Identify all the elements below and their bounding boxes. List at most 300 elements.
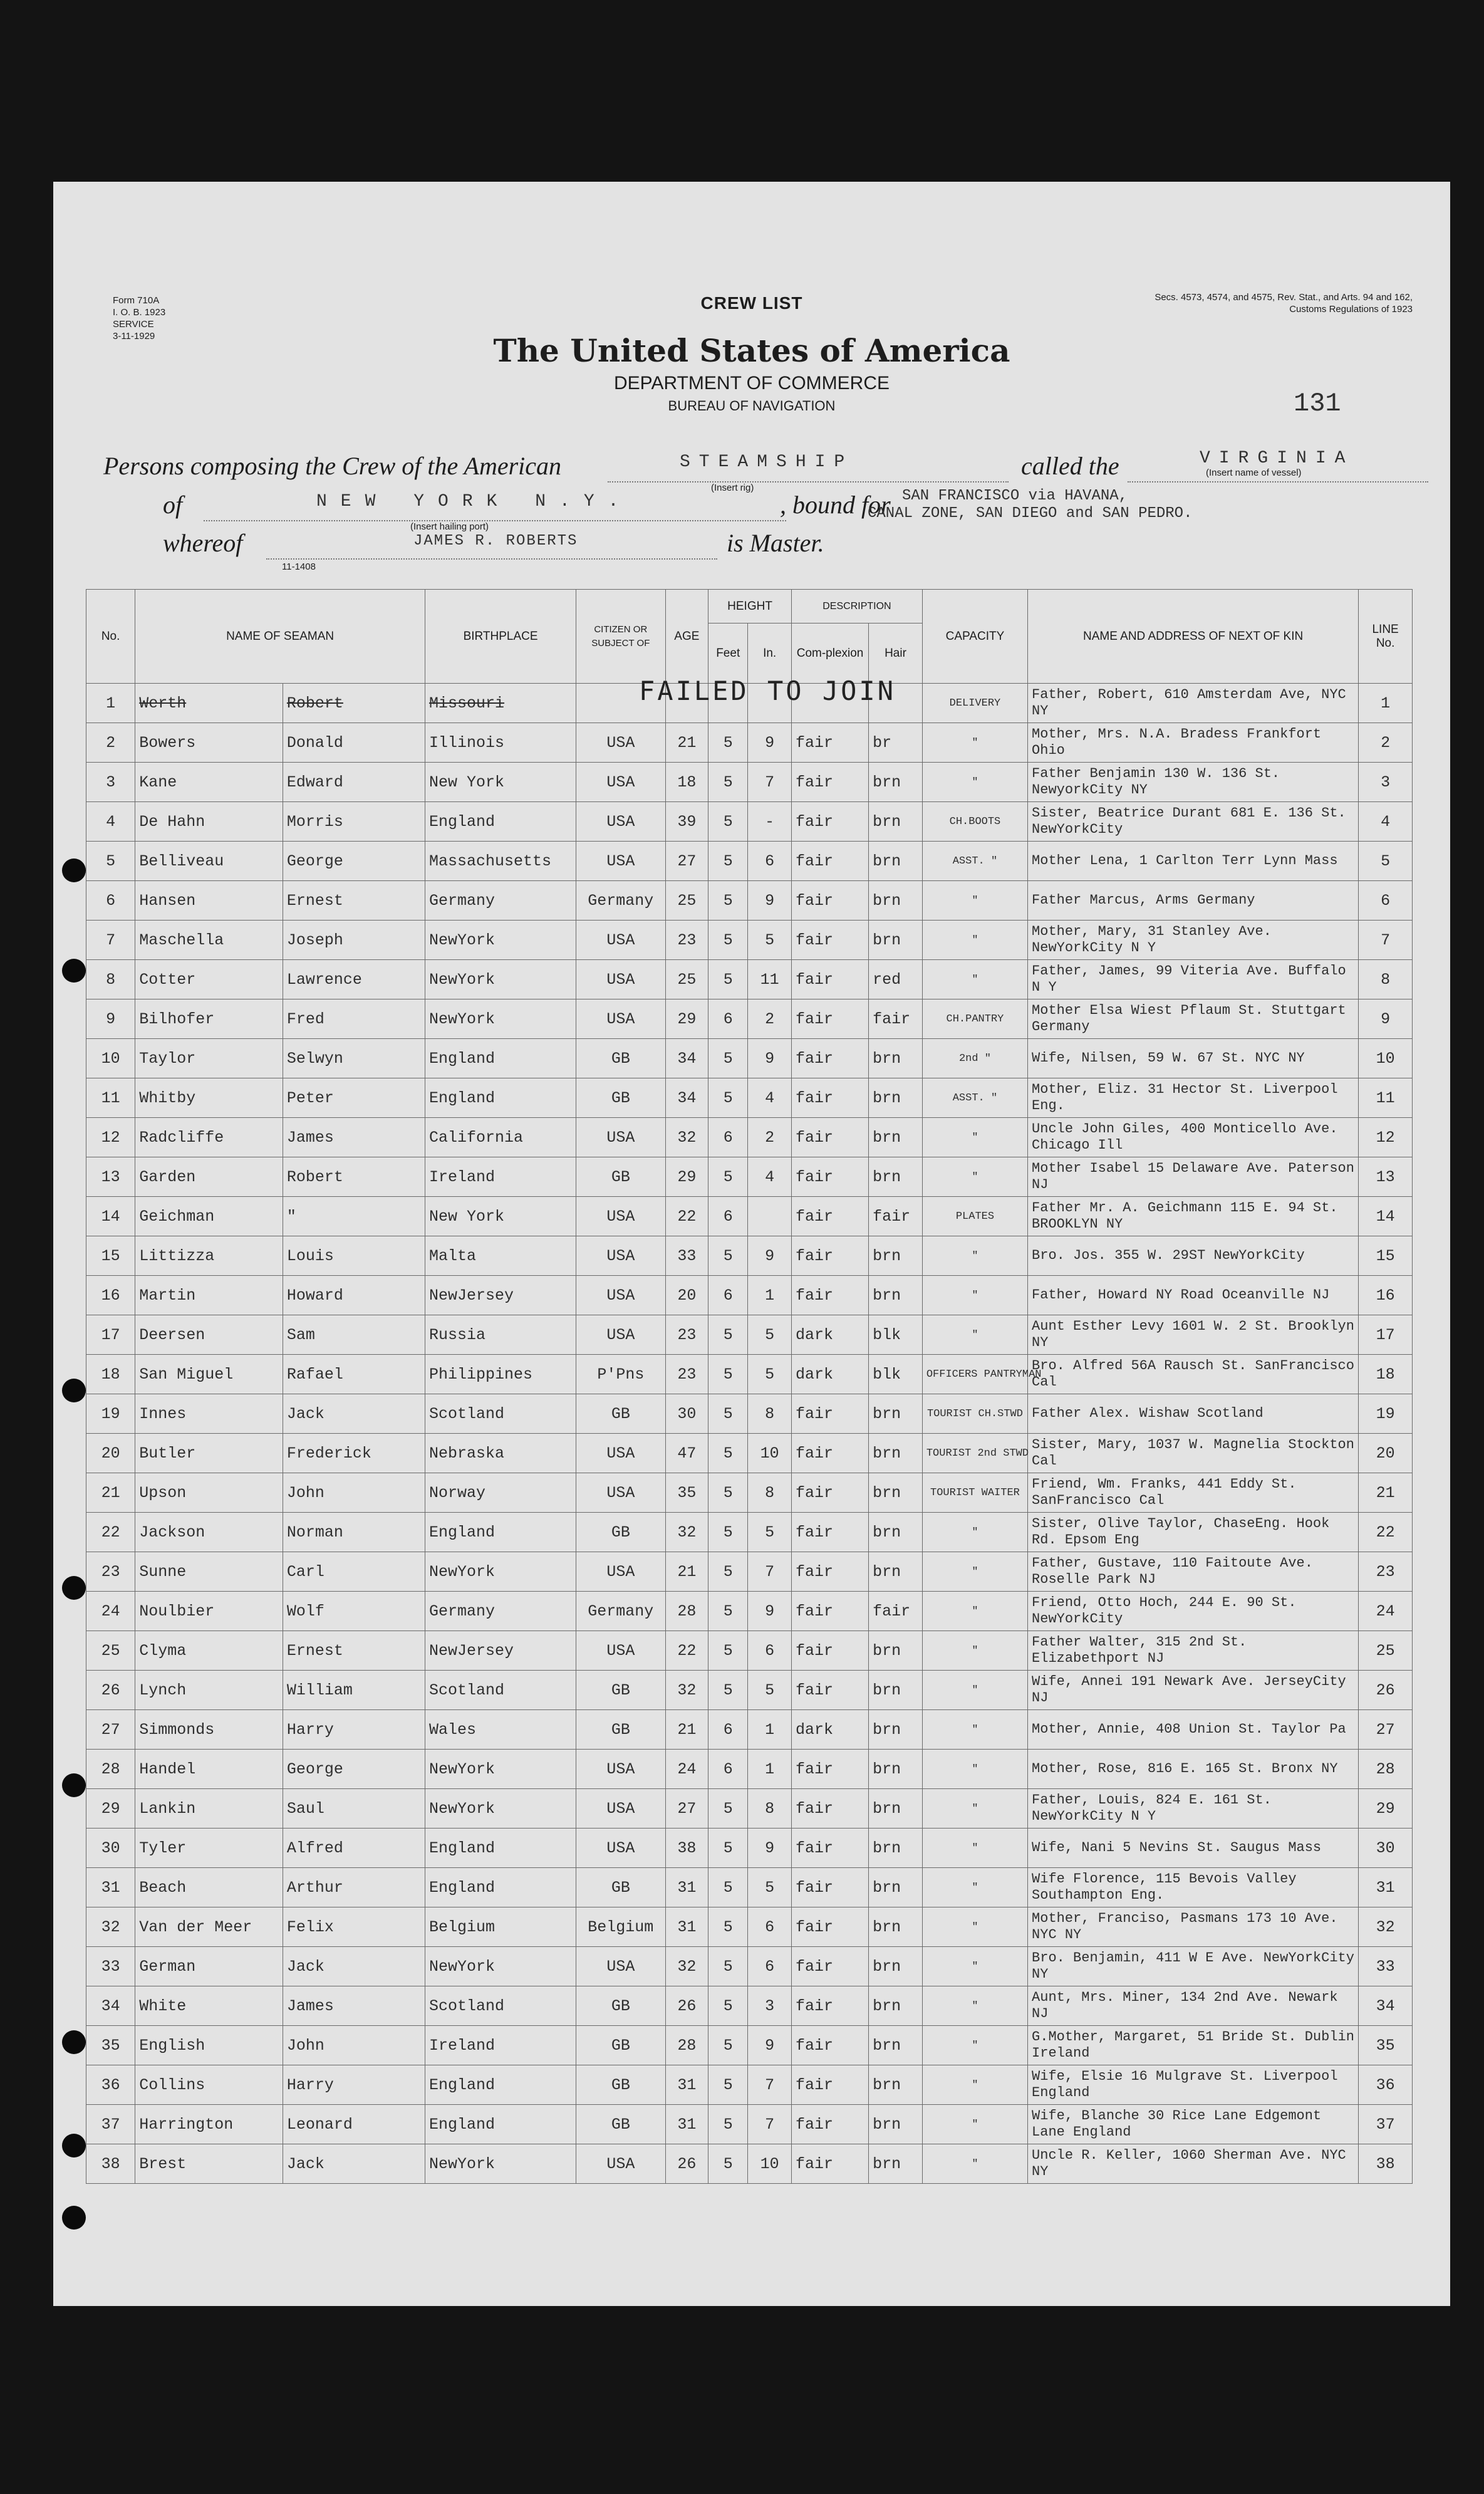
birthplace: England — [425, 1078, 576, 1118]
line-number: 34 — [1359, 1986, 1413, 2026]
seaman-surname: Harrington — [135, 2105, 283, 2144]
next-of-kin: Aunt Esther Levy 1601 W. 2 St. Brooklyn NY — [1028, 1315, 1359, 1355]
seaman-surname: Innes — [135, 1394, 283, 1434]
height-inches: 10 — [748, 1434, 792, 1473]
complexion: dark — [791, 1315, 868, 1355]
complexion: fair — [791, 1829, 868, 1868]
rig-hint: (Insert rig) — [711, 483, 754, 493]
hailing-port-hint: (Insert hailing port) — [410, 521, 489, 532]
complexion: fair — [791, 1631, 868, 1671]
height-feet: 5 — [708, 921, 748, 960]
next-of-kin: Friend, Otto Hoch, 244 E. 90 St. NewYorkCity — [1028, 1592, 1359, 1631]
birthplace: Ireland — [425, 1157, 576, 1197]
birthplace: England — [425, 1868, 576, 1907]
seaman-surname: Martin — [135, 1276, 283, 1315]
row-number: 31 — [86, 1868, 135, 1907]
hair: red — [869, 960, 923, 999]
seaman-surname: Littizza — [135, 1236, 283, 1276]
citizenship: GB — [576, 1078, 665, 1118]
row-number: 10 — [86, 1039, 135, 1078]
height-feet: 5 — [708, 1473, 748, 1513]
hair: br — [869, 723, 923, 763]
birthplace: NewJersey — [425, 1276, 576, 1315]
row-number: 21 — [86, 1473, 135, 1513]
height-inches: 1 — [748, 1276, 792, 1315]
seaman-given-name: Louis — [283, 1236, 425, 1276]
seaman-given-name: Ernest — [283, 1631, 425, 1671]
seaman-surname: Bowers — [135, 723, 283, 763]
age: 23 — [665, 1355, 708, 1394]
row-number: 24 — [86, 1592, 135, 1631]
age: 39 — [665, 802, 708, 842]
seaman-given-name: Arthur — [283, 1868, 425, 1907]
complexion: fair — [791, 1513, 868, 1552]
age: 21 — [665, 1552, 708, 1592]
next-of-kin: Bro. Benjamin, 411 W E Ave. NewYorkCity NY — [1028, 1947, 1359, 1986]
height-inches: 9 — [748, 1039, 792, 1078]
line-number: 22 — [1359, 1513, 1413, 1552]
birthplace: NewYork — [425, 1947, 576, 1986]
hair: brn — [869, 842, 923, 881]
statute-reference: Secs. 4573, 4574, and 4575, Rev. Stat., and Arts. 94 and 162, Customs Regulations of 1923 — [1155, 292, 1413, 315]
height-feet: 5 — [708, 842, 748, 881]
hair: brn — [869, 1710, 923, 1750]
complexion: fair — [791, 1197, 868, 1236]
complexion: fair — [791, 1789, 868, 1829]
height-inches: 9 — [748, 1592, 792, 1631]
capacity: " — [922, 1157, 1027, 1197]
line-number: 6 — [1359, 881, 1413, 921]
height-feet: 6 — [708, 1197, 748, 1236]
height-inches: 4 — [748, 1157, 792, 1197]
complexion: fair — [791, 921, 868, 960]
table-row — [86, 1868, 1413, 1907]
citizenship: USA — [576, 1197, 665, 1236]
crew-list-title: CREW LIST — [700, 293, 803, 313]
seaman-given-name: Sam — [283, 1315, 425, 1355]
birthplace: Wales — [425, 1710, 576, 1750]
age: 18 — [665, 763, 708, 802]
age: 23 — [665, 1315, 708, 1355]
next-of-kin: Bro. Alfred 56A Rausch St. SanFrancisco Cal — [1028, 1355, 1359, 1394]
seaman-surname: Simmonds — [135, 1710, 283, 1750]
line-number: 33 — [1359, 1947, 1413, 1986]
col-header-line-no: LINE No. — [1359, 590, 1413, 684]
next-of-kin: G.Mother, Margaret, 51 Bride St. Dublin Ireland — [1028, 2026, 1359, 2065]
punch-hole — [62, 2134, 86, 2157]
citizenship: USA — [576, 2144, 665, 2184]
next-of-kin: Friend, Wm. Franks, 441 Eddy St. SanFrancisco Cal — [1028, 1473, 1359, 1513]
row-number: 8 — [86, 960, 135, 999]
row-number: 12 — [86, 1118, 135, 1157]
capacity: " — [922, 1592, 1027, 1631]
birthplace: Germany — [425, 881, 576, 921]
birthplace: Scotland — [425, 1986, 576, 2026]
age: 26 — [665, 2144, 708, 2184]
seaman-surname: Garden — [135, 1157, 283, 1197]
row-number: 22 — [86, 1513, 135, 1552]
col-header-name: NAME OF SEAMAN — [135, 590, 425, 684]
age: 31 — [665, 1868, 708, 1907]
seaman-given-name: Howard — [283, 1276, 425, 1315]
capacity: " — [922, 763, 1027, 802]
seaman-surname: Bilhofer — [135, 999, 283, 1039]
capacity: " — [922, 2065, 1027, 2105]
height-feet: 5 — [708, 1789, 748, 1829]
hair: brn — [869, 1907, 923, 1947]
age: 32 — [665, 1671, 708, 1710]
citizenship: GB — [576, 2026, 665, 2065]
capacity: TOURIST 2nd STWD — [922, 1434, 1027, 1473]
height-inches — [748, 1197, 792, 1236]
hair: brn — [869, 2065, 923, 2105]
capacity: " — [922, 1631, 1027, 1671]
table-row — [86, 1355, 1413, 1394]
capacity: " — [922, 1236, 1027, 1276]
table-row — [86, 1236, 1413, 1276]
line-number: 9 — [1359, 999, 1413, 1039]
line-number: 8 — [1359, 960, 1413, 999]
capacity: CH.PANTRY — [922, 999, 1027, 1039]
capacity: " — [922, 1710, 1027, 1750]
height-inches: 1 — [748, 1710, 792, 1750]
age: 26 — [665, 1986, 708, 2026]
age: 27 — [665, 842, 708, 881]
citizenship: USA — [576, 1552, 665, 1592]
destination-line-1: SAN FRANCISCO via HAVANA, — [902, 488, 1128, 504]
row-number: 33 — [86, 1947, 135, 1986]
capacity: " — [922, 1986, 1027, 2026]
birthplace: Missouri — [425, 684, 576, 723]
row-number: 14 — [86, 1197, 135, 1236]
citizenship: GB — [576, 1513, 665, 1552]
seaman-surname: Jackson — [135, 1513, 283, 1552]
line-number: 14 — [1359, 1197, 1413, 1236]
height-feet: 6 — [708, 1276, 748, 1315]
table-row — [86, 1829, 1413, 1868]
height-feet: 5 — [708, 1434, 748, 1473]
birthplace: England — [425, 1829, 576, 1868]
table-row — [86, 1157, 1413, 1197]
birthplace: NewYork — [425, 960, 576, 999]
complexion: fair — [791, 1947, 868, 1986]
complexion: fair — [791, 1236, 868, 1276]
age: 25 — [665, 960, 708, 999]
birthplace: Massachusetts — [425, 842, 576, 881]
seaman-surname: Tyler — [135, 1829, 283, 1868]
height-feet: 6 — [708, 1710, 748, 1750]
capacity: " — [922, 1789, 1027, 1829]
birthplace: NewYork — [425, 2144, 576, 2184]
line-number: 17 — [1359, 1315, 1413, 1355]
col-header-capacity: CAPACITY — [922, 590, 1027, 684]
crew-list-form — [53, 182, 1450, 2306]
citizenship: USA — [576, 1118, 665, 1157]
table-row — [86, 1434, 1413, 1473]
height-feet: 5 — [708, 2144, 748, 2184]
capacity: CH.BOOTS — [922, 802, 1027, 842]
citizenship: GB — [576, 1710, 665, 1750]
height-feet: 5 — [708, 1592, 748, 1631]
table-row — [86, 2144, 1413, 2184]
capacity: " — [922, 1315, 1027, 1355]
seaman-given-name: Robert — [283, 1157, 425, 1197]
height-inches: 1 — [748, 1750, 792, 1789]
height-inches: 2 — [748, 1118, 792, 1157]
next-of-kin: Father, Howard NY Road Oceanville NJ — [1028, 1276, 1359, 1315]
complexion: fair — [791, 1868, 868, 1907]
line-number: 1 — [1359, 684, 1413, 723]
citizenship: Germany — [576, 881, 665, 921]
capacity: " — [922, 2105, 1027, 2144]
bound-for-label: , bound for — [780, 491, 891, 519]
seaman-given-name: Jack — [283, 1394, 425, 1434]
table-row — [86, 2065, 1413, 2105]
birthplace: Scotland — [425, 1394, 576, 1434]
row-number: 34 — [86, 1986, 135, 2026]
capacity: " — [922, 1829, 1027, 1868]
seaman-given-name: Rafael — [283, 1355, 425, 1394]
line-number: 16 — [1359, 1276, 1413, 1315]
seaman-given-name: Selwyn — [283, 1039, 425, 1078]
complexion: fair — [791, 2065, 868, 2105]
height-feet: 5 — [708, 1513, 748, 1552]
age: 28 — [665, 1592, 708, 1631]
hair: brn — [869, 1868, 923, 1907]
height-inches: 9 — [748, 1236, 792, 1276]
citizenship: GB — [576, 1157, 665, 1197]
height-feet: 5 — [708, 802, 748, 842]
col-header-description: DESCRIPTION — [791, 590, 922, 624]
age: 47 — [665, 1434, 708, 1473]
hair: fair — [869, 1592, 923, 1631]
next-of-kin: Mother Elsa Wiest Pflaum St. Stuttgart Germany — [1028, 999, 1359, 1039]
next-of-kin: Father Marcus, Arms Germany — [1028, 881, 1359, 921]
capacity: " — [922, 1907, 1027, 1947]
capacity: " — [922, 723, 1027, 763]
citizenship: USA — [576, 1315, 665, 1355]
hair: brn — [869, 1394, 923, 1434]
line-number: 10 — [1359, 1039, 1413, 1078]
seaman-given-name: Norman — [283, 1513, 425, 1552]
height-feet: 5 — [708, 1947, 748, 1986]
height-feet: 5 — [708, 1552, 748, 1592]
capacity: DELIVERY — [922, 684, 1027, 723]
seaman-given-name: James — [283, 1986, 425, 2026]
col-header-birthplace: BIRTHPLACE — [425, 590, 576, 684]
table-row — [86, 802, 1413, 842]
seaman-given-name: John — [283, 2026, 425, 2065]
complexion: fair — [791, 1078, 868, 1118]
seaman-given-name: Alfred — [283, 1829, 425, 1868]
height-inches: 7 — [748, 2105, 792, 2144]
table-row — [86, 1750, 1413, 1789]
citizenship: USA — [576, 1789, 665, 1829]
height-feet: 6 — [708, 999, 748, 1039]
height-inches: 9 — [748, 2026, 792, 2065]
citizenship: Germany — [576, 1592, 665, 1631]
row-number: 37 — [86, 2105, 135, 2144]
height-feet: 5 — [708, 960, 748, 999]
next-of-kin: Mother, Mary, 31 Stanley Ave. NewYorkCity N Y — [1028, 921, 1359, 960]
age: 34 — [665, 1039, 708, 1078]
hair: brn — [869, 1947, 923, 1986]
height-inches: - — [748, 802, 792, 842]
hair: brn — [869, 802, 923, 842]
birthplace: Malta — [425, 1236, 576, 1276]
birthplace: NewYork — [425, 921, 576, 960]
hair: brn — [869, 921, 923, 960]
next-of-kin: Wife, Nilsen, 59 W. 67 St. NYC NY — [1028, 1039, 1359, 1078]
birthplace: Norway — [425, 1473, 576, 1513]
seaman-surname: Lankin — [135, 1789, 283, 1829]
citizenship: USA — [576, 1236, 665, 1276]
height-inches: 6 — [748, 1631, 792, 1671]
complexion: fair — [791, 999, 868, 1039]
col-header-kin: NAME AND ADDRESS OF NEXT OF KIN — [1028, 590, 1359, 684]
height-feet: 5 — [708, 2065, 748, 2105]
age: 34 — [665, 1078, 708, 1118]
next-of-kin: Uncle John Giles, 400 Monticello Ave. Chicago Ill — [1028, 1118, 1359, 1157]
seaman-surname: Deersen — [135, 1315, 283, 1355]
height-feet: 6 — [708, 1750, 748, 1789]
seaman-surname: Hansen — [135, 881, 283, 921]
row-number: 20 — [86, 1434, 135, 1473]
table-row — [86, 1473, 1413, 1513]
hailing-port-underline — [204, 520, 786, 521]
seaman-surname: Van der Meer — [135, 1907, 283, 1947]
next-of-kin: Father Benjamin 130 W. 136 St. NewyorkCity NY — [1028, 763, 1359, 802]
age: 25 — [665, 881, 708, 921]
table-row — [86, 1118, 1413, 1157]
next-of-kin: Wife Florence, 115 Bevois Valley Southampton Eng. — [1028, 1868, 1359, 1907]
age: 21 — [665, 723, 708, 763]
height-inches: 9 — [748, 1829, 792, 1868]
age: 29 — [665, 1157, 708, 1197]
whereof-label: whereof — [163, 529, 243, 557]
vessel-line-prefix: Persons composing the Crew of the American — [103, 452, 562, 480]
table-row — [86, 2026, 1413, 2065]
complexion: fair — [791, 1986, 868, 2026]
next-of-kin: Father, James, 99 Viteria Ave. Buffalo N Y — [1028, 960, 1359, 999]
table-row — [86, 1197, 1413, 1236]
next-of-kin: Father Walter, 315 2nd St. Elizabethport NJ — [1028, 1631, 1359, 1671]
birthplace: NewYork — [425, 1552, 576, 1592]
next-of-kin: Father, Gustave, 110 Faitoute Ave. Roselle Park NJ — [1028, 1552, 1359, 1592]
citizenship: USA — [576, 1434, 665, 1473]
birthplace: California — [425, 1118, 576, 1157]
capacity: " — [922, 1868, 1027, 1907]
rig-underline — [608, 481, 1009, 483]
seaman-given-name: John — [283, 1473, 425, 1513]
seaman-surname: Beach — [135, 1868, 283, 1907]
punch-hole — [62, 2206, 86, 2230]
birthplace: Scotland — [425, 1671, 576, 1710]
col-header-height: HEIGHT — [708, 590, 792, 624]
capacity: " — [922, 1513, 1027, 1552]
complexion: fair — [791, 1671, 868, 1710]
birthplace: NewJersey — [425, 1631, 576, 1671]
height-inches: 6 — [748, 1947, 792, 1986]
of-label: of — [163, 491, 183, 519]
seaman-surname: White — [135, 1986, 283, 2026]
hair: brn — [869, 1434, 923, 1473]
line-number: 2 — [1359, 723, 1413, 763]
row-number: 29 — [86, 1789, 135, 1829]
citizenship: USA — [576, 921, 665, 960]
citizenship: USA — [576, 723, 665, 763]
seaman-given-name: Carl — [283, 1552, 425, 1592]
height-feet: 5 — [708, 723, 748, 763]
height-inches: 5 — [748, 1513, 792, 1552]
complexion: fair — [791, 1473, 868, 1513]
master-underline — [266, 558, 717, 560]
row-number: 2 — [86, 723, 135, 763]
punch-hole — [62, 1379, 86, 1402]
hair: brn — [869, 1671, 923, 1710]
citizenship: USA — [576, 999, 665, 1039]
seaman-surname: Butler — [135, 1434, 283, 1473]
line-number: 38 — [1359, 2144, 1413, 2184]
punch-hole — [62, 2030, 86, 2054]
table-row — [86, 1671, 1413, 1710]
birthplace: England — [425, 802, 576, 842]
complexion: fair — [791, 763, 868, 802]
height-feet: 5 — [708, 1671, 748, 1710]
table-row — [86, 1394, 1413, 1434]
hair: brn — [869, 2105, 923, 2144]
height-inches: 3 — [748, 1986, 792, 2026]
punch-hole — [62, 959, 86, 983]
line-number: 12 — [1359, 1118, 1413, 1157]
birthplace: England — [425, 1513, 576, 1552]
seaman-given-name: Leonard — [283, 2105, 425, 2144]
age: 30 — [665, 1394, 708, 1434]
hair: brn — [869, 2144, 923, 2184]
table-row — [86, 999, 1413, 1039]
table-row — [86, 1513, 1413, 1552]
height-feet: 5 — [708, 1631, 748, 1671]
complexion: fair — [791, 2105, 868, 2144]
age: 31 — [665, 1907, 708, 1947]
complexion: fair — [791, 802, 868, 842]
col-header-feet: Feet — [708, 624, 748, 684]
capacity: 2nd " — [922, 1039, 1027, 1078]
next-of-kin: Father, Robert, 610 Amsterdam Ave, NYC NY — [1028, 684, 1359, 723]
height-inches: 8 — [748, 1473, 792, 1513]
next-of-kin: Father Mr. A. Geichmann 115 E. 94 St. BROOKLYN NY — [1028, 1197, 1359, 1236]
col-header-age: AGE — [665, 590, 708, 684]
seaman-surname: Sunne — [135, 1552, 283, 1592]
hair: brn — [869, 1276, 923, 1315]
complexion: fair — [791, 1157, 868, 1197]
height-feet: 5 — [708, 1315, 748, 1355]
age: 35 — [665, 1473, 708, 1513]
seaman-surname: San Miguel — [135, 1355, 283, 1394]
seaman-surname: Clyma — [135, 1631, 283, 1671]
col-header-no: No. — [86, 590, 135, 684]
hair: brn — [869, 1829, 923, 1868]
height-feet: 5 — [708, 1157, 748, 1197]
hair: brn — [869, 1513, 923, 1552]
row-number: 7 — [86, 921, 135, 960]
citizenship: GB — [576, 1868, 665, 1907]
complexion: fair — [791, 2026, 868, 2065]
height-inches: 5 — [748, 1355, 792, 1394]
hair: blk — [869, 1315, 923, 1355]
citizenship: GB — [576, 2065, 665, 2105]
capacity: " — [922, 881, 1027, 921]
